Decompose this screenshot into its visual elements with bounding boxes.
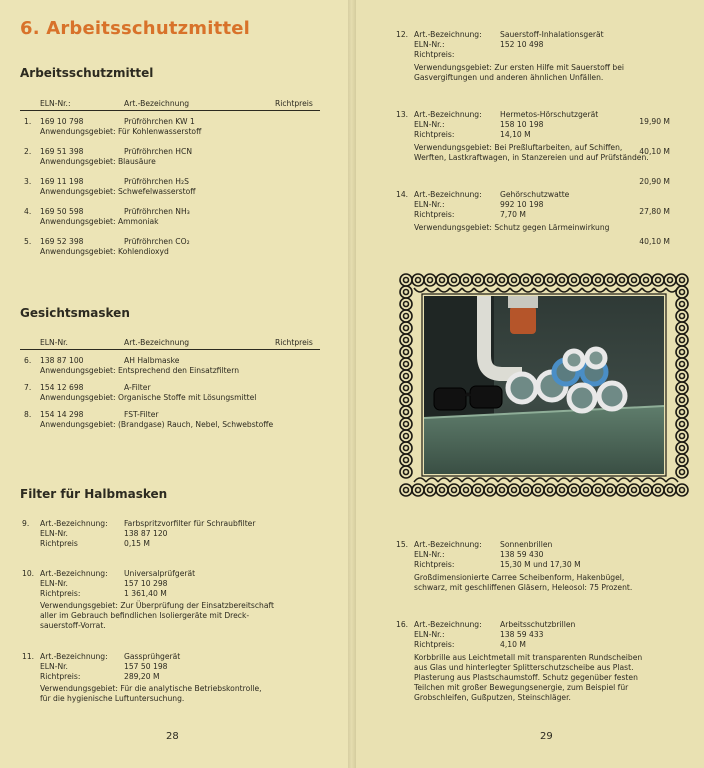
- item-number: 15.: [396, 540, 409, 549]
- field-value: 992 10 198: [500, 200, 544, 209]
- item-number: 7.: [24, 383, 32, 392]
- description-line: Korbbrille aus Leichtmetall mit transparenten Rundscheiben: [414, 653, 643, 662]
- item-price: 40,10 M: [639, 147, 670, 156]
- item-use: Anwendungsgebiet: Blausäure: [40, 157, 156, 166]
- column-header-art: Art.-Bezeichnung: [124, 99, 190, 108]
- item-number: 16.: [396, 620, 409, 629]
- column-header-preis: Richtpreis: [275, 99, 313, 108]
- item-name: Prüfröhrchen CO₂: [124, 237, 190, 246]
- page-gutter: [348, 0, 356, 768]
- item-eln: 169 10 798: [40, 117, 84, 126]
- description-line: Verwendungsgebiet: Schutz gegen Lärmeinwirkung: [414, 223, 610, 232]
- item-number: 9.: [22, 519, 30, 528]
- field-value: 0,15 M: [124, 539, 150, 548]
- item-eln: 154 14 298: [40, 410, 84, 419]
- description-line: Werften, Lastkraftwagen, in Stanzereien und auf Prüfständen.: [414, 153, 649, 162]
- item-use: Anwendungsgebiet: Für Kohlenwasserstoff: [40, 127, 202, 136]
- field-label: ELN-Nr.: [40, 579, 68, 588]
- description-line: Teilchen mit großer Bewegungsenergie, zum Beispiel für: [414, 683, 629, 692]
- description-line: Verwendungsgebiet: Bei Preßluftarbeiten, auf Schiffen,: [414, 143, 623, 152]
- item-eln: 169 11 198: [40, 177, 84, 186]
- field-label: ELN-Nr.:: [414, 630, 445, 639]
- description-line: Grobschleifen, Gußputzen, Steinschläger.: [414, 693, 571, 702]
- description-line: schwarz, mit geschliffenen Gläsern, Heleosol: 75 Prozent.: [414, 583, 633, 592]
- item-number: 2.: [24, 147, 32, 156]
- field-value: Universalprüfgerät: [124, 569, 196, 578]
- item-number: 12.: [396, 30, 409, 39]
- item-number: 10.: [22, 569, 35, 578]
- field-label: Art.-Bezeichnung:: [40, 652, 108, 661]
- item-price: 27,80 M: [639, 207, 670, 216]
- field-label: Richtpreis:: [414, 130, 455, 139]
- header-rule: [20, 349, 320, 350]
- item-number: 4.: [24, 207, 32, 216]
- column-header-eln: ELN-Nr.: [40, 338, 68, 347]
- field-label: Richtpreis:: [414, 560, 455, 569]
- description-line: aus Glas und hinterlegter Splitterschutzscheibe aus Plast.: [414, 663, 634, 672]
- item-name: A-Filter: [124, 383, 151, 392]
- field-value: 157 50 198: [124, 662, 168, 671]
- field-label: Richtpreis:: [40, 672, 81, 681]
- field-label: ELN-Nr.: [40, 529, 68, 538]
- item-number: 6.: [24, 356, 32, 365]
- field-label: ELN-Nr.:: [414, 200, 445, 209]
- column-header-eln: ELN-Nr.:: [40, 99, 71, 108]
- field-label: Richtpreis: [40, 539, 78, 548]
- field-value: Hermetos-Hörschutzgerät: [500, 110, 599, 119]
- item-number: 13.: [396, 110, 409, 119]
- field-value: 7,70 M: [500, 210, 526, 219]
- field-value: 1 361,40 M: [124, 589, 167, 598]
- column-header-art: Art.-Bezeichnung: [124, 338, 190, 347]
- section-title-arbeitsschutzmittel: Arbeitsschutzmittel: [20, 66, 154, 80]
- field-value: 157 10 298: [124, 579, 168, 588]
- field-value: Farbspritzvorfilter für Schraubfilter: [124, 519, 256, 528]
- field-label: Richtpreis:: [40, 589, 81, 598]
- chapter-title: 6. Arbeitsschutzmittel: [20, 18, 251, 39]
- field-value: 15,30 M und 17,30 M: [500, 560, 581, 569]
- description-line: Verwendungsgebiet: Zur Überprüfung der Einsatzbereitschaft: [40, 601, 275, 610]
- field-label: Art.-Bezeichnung:: [414, 30, 482, 39]
- item-eln: 154 12 698: [40, 383, 84, 392]
- item-number: 1.: [24, 117, 32, 126]
- item-eln: 169 50 598: [40, 207, 84, 216]
- goggles-photo: [424, 296, 664, 474]
- item-use: Anwendungsgebiet: Schwefelwasserstoff: [40, 187, 196, 196]
- item-number: 8.: [24, 410, 32, 419]
- field-value: 138 59 433: [500, 630, 544, 639]
- page-number-right: 29: [540, 731, 553, 742]
- field-value: Gassprühgerät: [124, 652, 181, 661]
- item-number: 14.: [396, 190, 409, 199]
- field-value: 14,10 M: [500, 130, 531, 139]
- header-rule: [20, 110, 320, 111]
- field-label: Art.-Bezeichnung:: [40, 569, 108, 578]
- description-line: aller im Gebrauch befindlichen Isoliergeräte mit Dreck-: [40, 611, 250, 620]
- field-value: 152 10 498: [500, 40, 544, 49]
- description-line: Verwendungsgebiet: Für die analytische Betriebskontrolle,: [40, 684, 262, 693]
- section-title-filter: Filter für Halbmasken: [20, 487, 168, 501]
- field-value: 138 87 120: [124, 529, 168, 538]
- item-use: Anwendungsgebiet: Ammoniak: [40, 217, 159, 226]
- item-use: Anwendungsgebiet: Kohlendioxyd: [40, 247, 169, 256]
- item-name: FST-Filter: [124, 410, 159, 419]
- page-number-left: 28: [166, 731, 179, 742]
- field-value: Sonnenbrillen: [500, 540, 553, 549]
- item-name: Prüfröhrchen H₂S: [124, 177, 189, 186]
- item-name: Prüfröhrchen HCN: [124, 147, 193, 156]
- description-line: Plasterung aus Plastschaumstoff. Schutz gegenüber festen: [414, 673, 638, 682]
- field-label: Richtpreis:: [414, 640, 455, 649]
- item-name: Prüfröhrchen KW 1: [124, 117, 195, 126]
- field-value: 138 59 430: [500, 550, 544, 559]
- item-price: 40,10 M: [639, 237, 670, 246]
- item-number: 3.: [24, 177, 32, 186]
- description-line: Gasvergiftungen und anderen ähnlichen Unfällen.: [414, 73, 604, 82]
- field-value: 158 10 198: [500, 120, 544, 129]
- description-line: Großdimensionierte Carree Scheibenform, Hakenbügel,: [414, 573, 625, 582]
- description-line: für die hygienische Luftuntersuchung.: [40, 694, 185, 703]
- item-use: Anwendungsgebiet: Entsprechend den Einsatzfiltern: [40, 366, 240, 375]
- field-value: 289,20 M: [124, 672, 160, 681]
- item-price: 19,90 M: [639, 117, 670, 126]
- field-label: Richtpreis:: [414, 210, 455, 219]
- item-price: 20,90 M: [639, 177, 670, 186]
- item-use: Anwendungsgebiet: Organische Stoffe mit Lösungsmittel: [40, 393, 257, 402]
- field-label: Art.-Bezeichnung:: [414, 620, 482, 629]
- field-value: Gehörschutzwatte: [500, 190, 570, 199]
- item-use: Anwendungsgebiet: (Brandgase) Rauch, Nebel, Schwebstoffe: [40, 420, 274, 429]
- field-label: ELN-Nr.: [40, 662, 68, 671]
- field-label: ELN-Nr.:: [414, 40, 445, 49]
- field-label: ELN-Nr.:: [414, 550, 445, 559]
- item-number: 11.: [22, 652, 35, 661]
- field-label: Art.-Bezeichnung:: [414, 540, 482, 549]
- field-label: Art.-Bezeichnung:: [414, 110, 482, 119]
- field-value: 4,10 M: [500, 640, 526, 649]
- item-name: Prüfröhrchen NH₃: [124, 207, 190, 216]
- item-name: AH Halbmaske: [124, 356, 180, 365]
- field-label: ELN-Nr.:: [414, 120, 445, 129]
- field-value: Arbeitsschutzbrillen: [500, 620, 576, 629]
- description-line: sauerstoff-Vorrat.: [40, 621, 106, 630]
- field-label: Art.-Bezeichnung:: [40, 519, 108, 528]
- item-eln: 169 52 398: [40, 237, 84, 246]
- item-eln: 169 51 398: [40, 147, 84, 156]
- column-header-preis: Richtpreis: [275, 338, 313, 347]
- field-value: Sauerstoff-Inhalationsgerät: [500, 30, 604, 39]
- item-eln: 138 87 100: [40, 356, 84, 365]
- description-line: Verwendungsgebiet: Zur ersten Hilfe mit Sauerstoff bei: [414, 63, 625, 72]
- item-number: 5.: [24, 237, 32, 246]
- field-label: Art.-Bezeichnung:: [414, 190, 482, 199]
- field-label: Richtpreis:: [414, 50, 455, 59]
- section-title-gesichtsmasken: Gesichtsmasken: [20, 306, 130, 320]
